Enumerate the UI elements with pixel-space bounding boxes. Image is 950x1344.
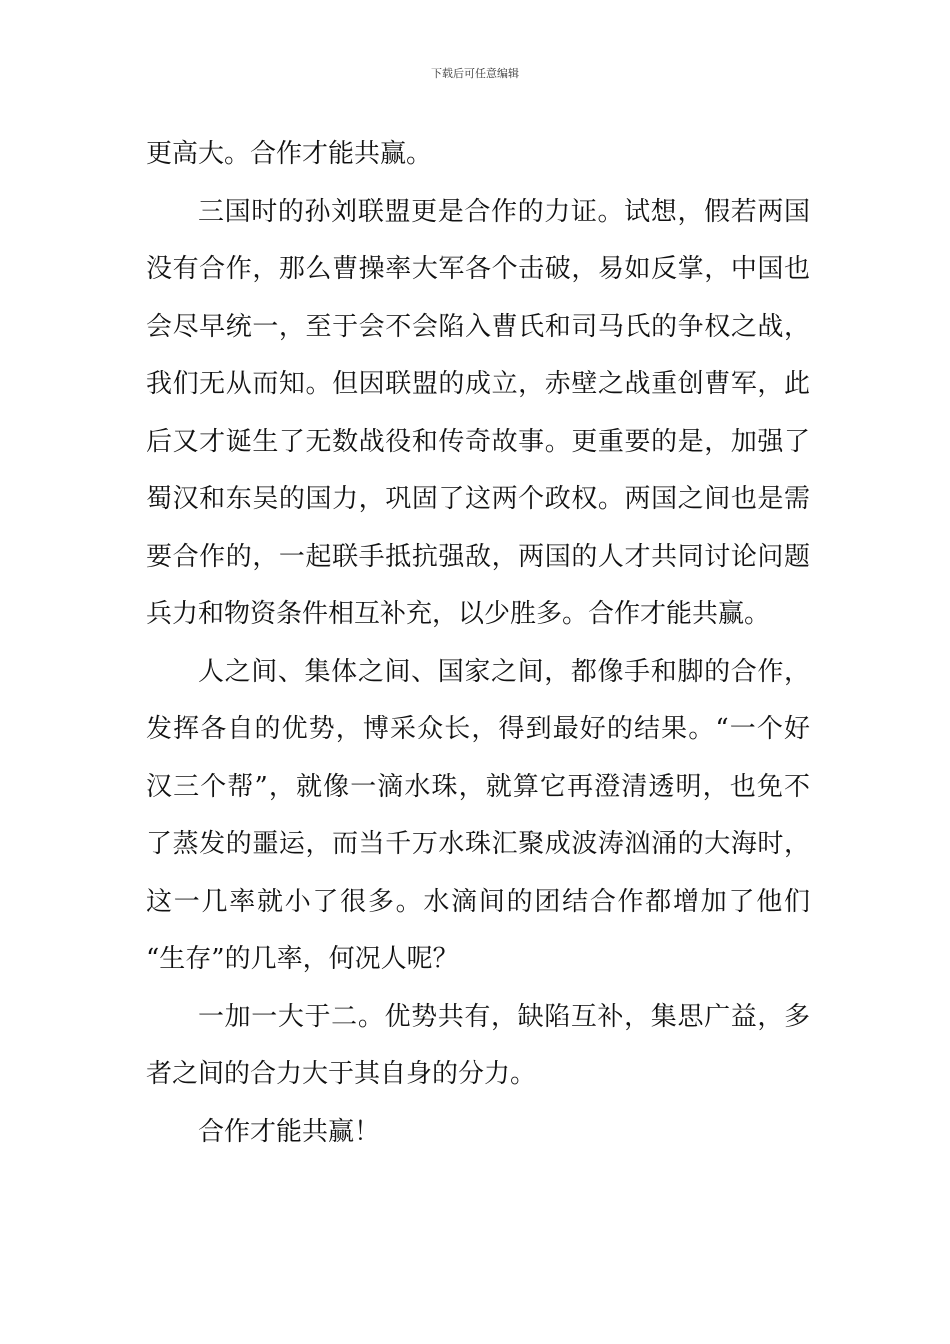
paragraph-first-line: 合作才能共赢！ xyxy=(198,1116,381,1147)
paragraph-first-line: 一加一大于二。优势共有，缺陷互补，集思广益，多 xyxy=(198,1001,810,1032)
paragraph-first-line: 三国时的孙刘联盟更是合作的力证。试想，假若两国 xyxy=(198,196,810,227)
text-line: 要合作的，一起联手抵抗强敌，两国的人才共同讨论问题 xyxy=(146,541,810,572)
text-line: 会尽早统一，至于会不会陷入曹氏和司马氏的争权之战， xyxy=(146,311,810,342)
text-line: 了蒸发的噩运，而当千万水珠汇聚成波涛汹涌的大海时， xyxy=(146,829,810,859)
text-line: 发挥各自的优势，博采众长，得到最好的结果。“一个好 xyxy=(146,714,810,744)
text-line: 者之间的合力大于其自身的分力。 xyxy=(146,1059,537,1089)
text-line: 这一几率就小了很多。水滴间的团结合作都增加了他们 xyxy=(146,886,810,917)
page-header: 下载后可任意编辑 xyxy=(431,67,519,80)
text-line: 汉三个帮”，就像一滴水珠，就算它再澄清透明，也免不 xyxy=(146,771,810,802)
text-line: 蜀汉和东吴的国力，巩固了这两个政权。两国之间也是需 xyxy=(146,484,810,514)
paragraph-first-line: 人之间、集体之间、国家之间，都像手和脚的合作， xyxy=(198,656,810,687)
text-line: 后又才诞生了无数战役和传奇故事。更重要的是，加强了 xyxy=(146,426,810,457)
text-line: 兵力和物资条件相互补充，以少胜多。合作才能共赢。 xyxy=(146,599,771,629)
text-line: 更高大。合作才能共赢。 xyxy=(146,139,433,169)
text-line: 没有合作，那么曹操率大军各个击破，易如反掌，中国也 xyxy=(146,254,810,284)
document-body xyxy=(146,126,810,1161)
text-line: “生存”的几率，何况人呢？ xyxy=(146,944,459,974)
text-line: 我们无从而知。但因联盟的成立，赤壁之战重创曹军，此 xyxy=(146,369,810,399)
